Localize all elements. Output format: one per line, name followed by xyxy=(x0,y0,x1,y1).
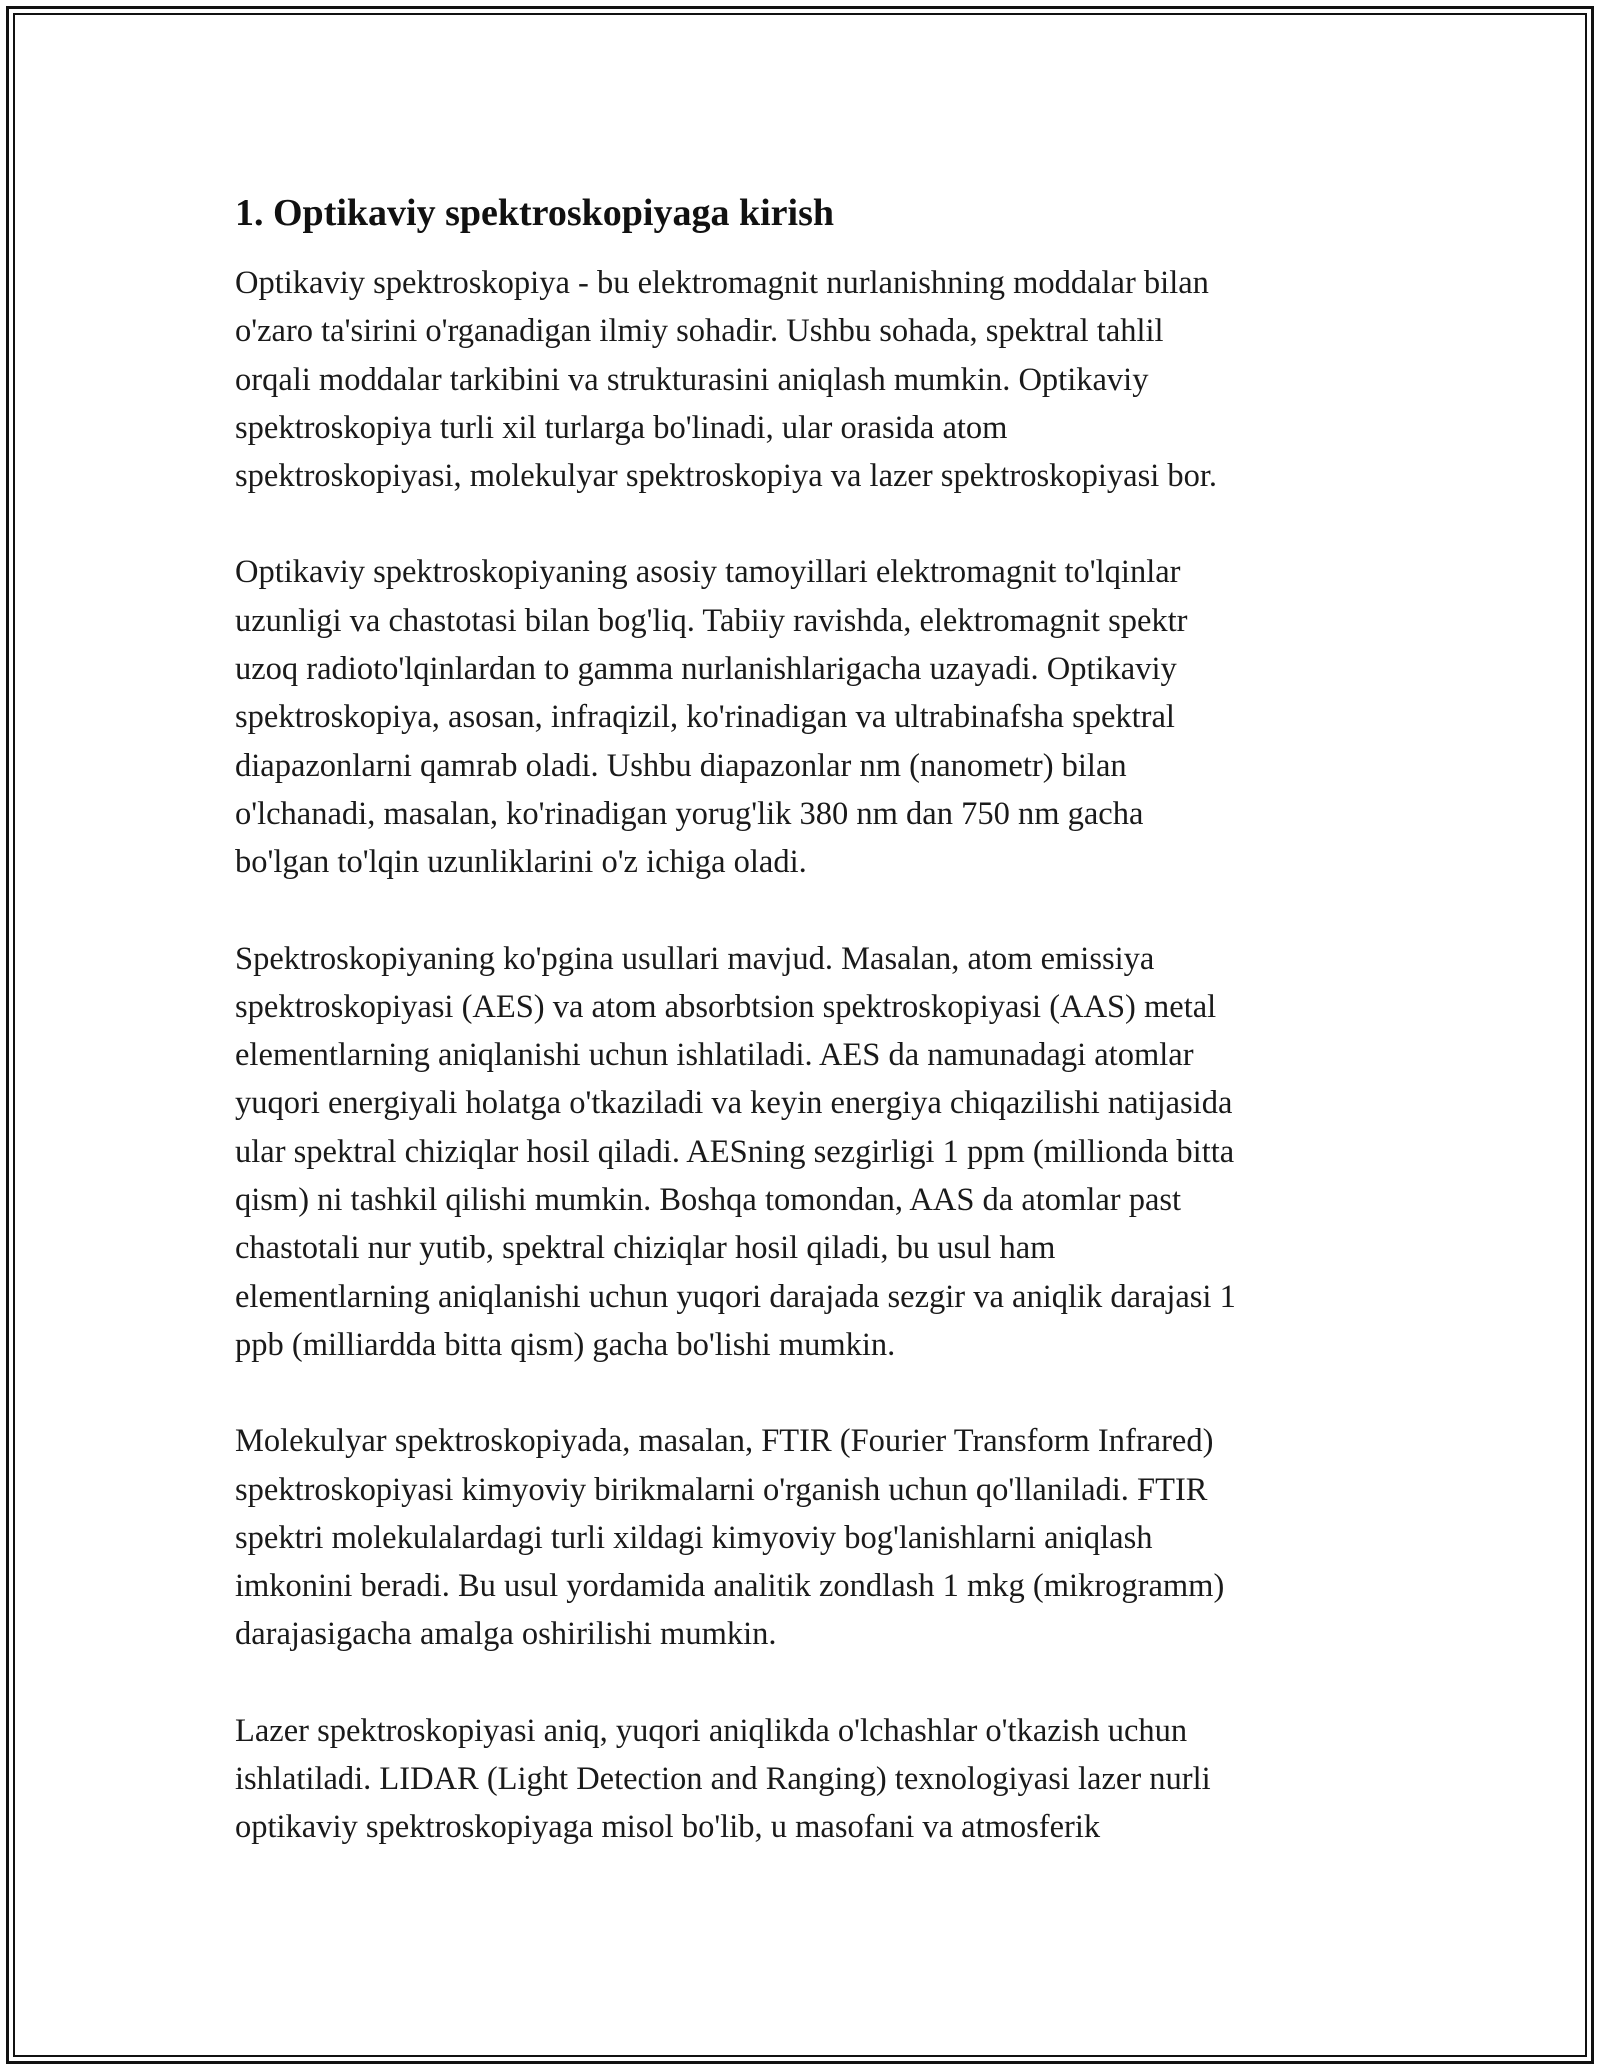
text-line: spektroskopiya turli xil turlarga bo'linadi, ular orasida atom xyxy=(235,409,1008,446)
text-line: o'lchanadi, masalan, ko'rinadigan yorug'lik 380 nm dan 750 nm gacha xyxy=(235,795,1144,832)
text-line: elementlarning aniqlanishi uchun ishlatiladi. AES da namunadagi atomlar xyxy=(235,1037,1194,1074)
text-line: ppb (milliardda bitta qism) gacha bo'lishi mumkin. xyxy=(235,1326,896,1363)
text-line: diapazonlarni qamrab oladi. Ushbu diapazonlar nm (nanometr) bilan xyxy=(235,747,1127,784)
paragraph-principles xyxy=(235,548,1380,886)
text-line: spektroskopiyasi (AES) va atom absorbtsion spektroskopiyasi (AAS) metal xyxy=(235,988,1217,1025)
text-line: uzoq radioto'lqinlardan to gamma nurlanishlarigacha uzayadi. Optikaviy xyxy=(235,651,1177,688)
text-line: orqali moddalar tarkibini va strukturasini aniqlash mumkin. Optikaviy xyxy=(235,361,1149,398)
section-title: 1. Optikaviy spektroskopiyaga kirish xyxy=(235,192,835,234)
text-line: bo'lgan to'lqin uzunliklarini o'z ichiga oladi. xyxy=(235,844,807,881)
text-line: Optikaviy spektroskopiya - bu elektromagnit nurlanishning moddalar bilan xyxy=(235,265,1209,301)
paragraph-molecular xyxy=(235,1417,1380,1658)
document-body xyxy=(235,185,1380,1900)
text-line: o'zaro ta'sirini o'rganadigan ilmiy sohadir. Ushbu sohada, spektral tahlil xyxy=(235,313,1164,350)
text-line: spektroskopiyasi kimyoviy birikmalarni o'rganish uchun qo'llaniladi. FTIR xyxy=(235,1471,1208,1508)
text-line: chastotali nur yutib, spektral chiziqlar hosil qiladi, bu usul ham xyxy=(235,1230,1056,1267)
text-line: spektroskopiya, asosan, infraqizil, ko'rinadigan va ultrabinafsha spektral xyxy=(235,699,1175,736)
text-line: optikaviy spektroskopiyaga misol bo'lib, u masofani va atmosferik xyxy=(235,1809,1101,1846)
paragraph-introduction xyxy=(235,259,1380,500)
text-line: qism) ni tashkil qilishi mumkin. Boshqa tomondan, AAS da atomlar past xyxy=(235,1182,1182,1219)
text-line: spektroskopiyasi, molekulyar spektroskopiya va lazer spektroskopiyasi bor. xyxy=(235,458,1218,495)
text-line: yuqori energiyali holatga o'tkaziladi va keyin energiya chiqazilishi natijasida xyxy=(235,1085,1233,1122)
text-line: uzunligi va chastotasi bilan bog'liq. Tabiiy ravishda, elektromagnit spektr xyxy=(235,602,1188,639)
text-line: darajasigacha amalga oshirilishi mumkin. xyxy=(235,1616,777,1653)
text-line: Optikaviy spektroskopiyaning asosiy tamoyillari elektromagnit to'lqinlar xyxy=(235,554,1181,591)
text-line: Spektroskopiyaning ko'pgina usullari mavjud. Masalan, atom emissiya xyxy=(235,940,1155,977)
text-line: Molekulyar spektroskopiyada, masalan, FTIR (Fourier Transform Infrared) xyxy=(235,1423,1214,1460)
text-line: ishlatiladi. LIDAR (Light Detection and Ranging) texnologiyasi lazer nurli xyxy=(235,1761,1211,1798)
text-line: Lazer spektroskopiyasi aniq, yuqori aniqlikda o'lchashlar o'tkazish uchun xyxy=(235,1712,1188,1749)
paragraph-methods xyxy=(235,935,1380,1370)
text-line: elementlarning aniqlanishi uchun yuqori darajada sezgir va aniqlik darajasi 1 xyxy=(235,1278,1236,1315)
text-line: imkonini beradi. Bu usul yordamida analitik zondlash 1 mkg (mikrogramm) xyxy=(235,1568,1225,1605)
paragraph-laser xyxy=(235,1707,1380,1852)
text-line: ular spektral chiziqlar hosil qiladi. AESning sezgirligi 1 ppm (millionda bitta xyxy=(235,1133,1235,1170)
text-line: spektri molekulalardagi turli xildagi kimyoviy bog'lanishlarni aniqlash xyxy=(235,1519,1153,1556)
